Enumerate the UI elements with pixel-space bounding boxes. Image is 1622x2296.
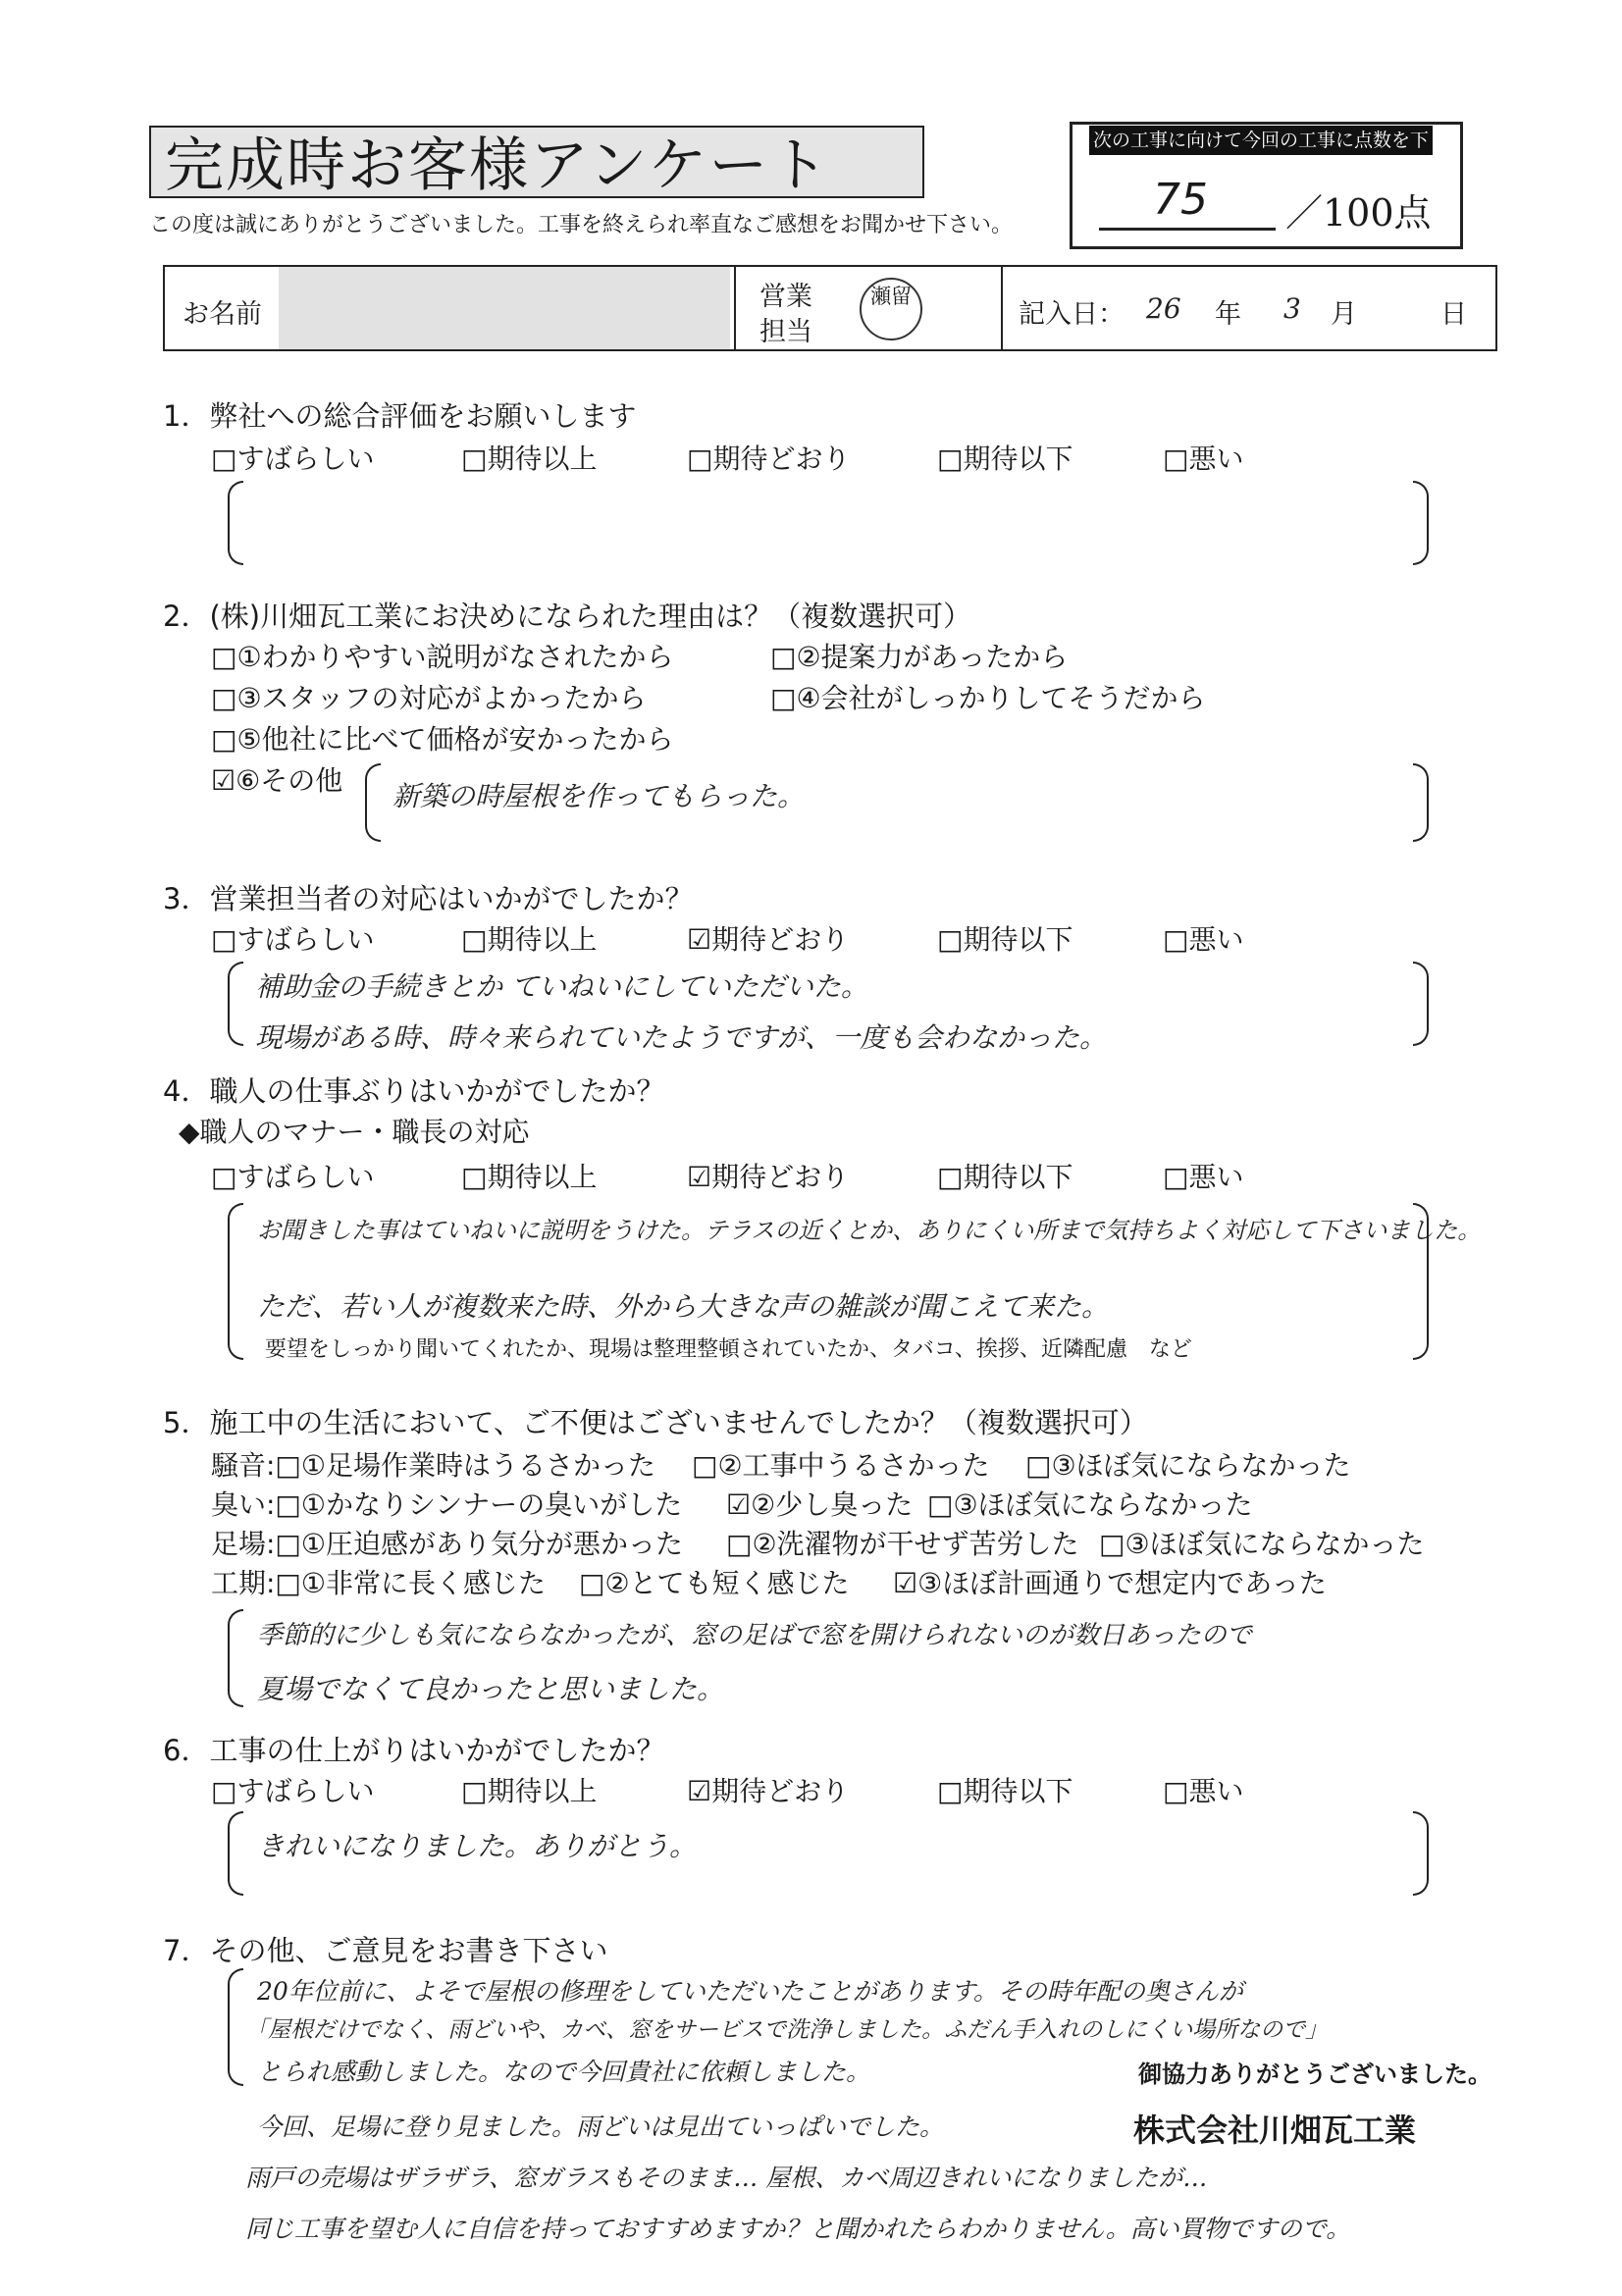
q5-option[interactable]: □②工事中うるさかった bbox=[692, 1449, 990, 1482]
page-title: 完成時お客様アンケート bbox=[149, 126, 924, 198]
q7-comment: 20年位前に、よそで屋根の修理をしていただいたことがあります。その時年配の奥さんが bbox=[257, 1977, 1243, 2006]
date-month-value: 3 bbox=[1283, 292, 1301, 325]
date-year-value: 26 bbox=[1146, 292, 1181, 325]
comment-bracket-left bbox=[228, 962, 243, 1046]
q7-comment: 「屋根だけでなく、雨どいや、カベ、窓をサービスで洗浄しました。ふだん手入れのしにくい場所なので」 bbox=[245, 2017, 1329, 2043]
q4-option[interactable]: ☑期待どおり bbox=[687, 1161, 850, 1193]
q4-comment: ただ、若い人が複数来た時、外から大きな声の雑談が聞こえて来た。 bbox=[257, 1290, 1110, 1323]
q5-option[interactable]: 騒音:□①足場作業時はうるさかった bbox=[211, 1449, 655, 1482]
q3-comment: 現場がある時、時々来られていたようですが、一度も会わなかった。 bbox=[255, 1021, 1108, 1054]
q5-option[interactable]: □③ほぼ気にならなかった bbox=[1025, 1449, 1351, 1482]
q7-comment: 雨戸の売場はザラザラ、窓ガラスもそのまま… 屋根、カベ周辺きれいになりましたが… bbox=[245, 2164, 1208, 2192]
q5-option[interactable]: ☑③ほぼ計画通りで想定内であった bbox=[893, 1567, 1327, 1599]
q5-option[interactable]: □②洗濯物が干せず苦労した bbox=[726, 1528, 1079, 1560]
q4-option[interactable]: □すばらしい bbox=[211, 1161, 375, 1193]
q5-option[interactable]: □③ほぼ気にならなかった bbox=[927, 1488, 1253, 1521]
q6-option[interactable]: □悪い bbox=[1163, 1775, 1244, 1807]
q1-option[interactable]: □期待以下 bbox=[937, 443, 1073, 475]
q3-option[interactable]: ☑期待どおり bbox=[687, 923, 850, 956]
q3-option[interactable]: □すばらしい bbox=[211, 923, 375, 956]
q6-option[interactable]: □期待以下 bbox=[937, 1775, 1073, 1807]
q1-option[interactable]: □期待以上 bbox=[461, 443, 598, 475]
comment-bracket-right bbox=[1413, 1811, 1429, 1896]
q5-comment: 夏場でなくて良かったと思いました。 bbox=[257, 1673, 725, 1705]
comment-bracket-left bbox=[365, 763, 381, 842]
q7-label: 7．その他、ご意見をお書き下さい bbox=[163, 1934, 608, 1967]
q5-option[interactable]: 臭い:□①かなりシンナーの臭いがした bbox=[211, 1488, 683, 1521]
q2-option[interactable]: □③スタッフの対応がよかったから bbox=[211, 682, 647, 714]
comment-bracket-right bbox=[1413, 481, 1429, 565]
comment-bracket-right bbox=[1413, 962, 1429, 1046]
q2-option[interactable]: □①わかりやすい説明がなされたから bbox=[211, 641, 674, 673]
comment-bracket-left bbox=[228, 1811, 243, 1896]
redacted-name bbox=[279, 267, 730, 349]
q2-option[interactable]: ☑⑥その他 bbox=[211, 764, 343, 797]
name-label: お名前 bbox=[183, 299, 262, 330]
sales-label-2: 担当 bbox=[759, 317, 812, 347]
month-label: 月 bbox=[1331, 299, 1357, 330]
q6-label: 6．工事の仕上がりはいかがでしたか？ bbox=[163, 1734, 665, 1767]
q2-comment: 新築の時屋根を作ってもらった。 bbox=[392, 780, 806, 812]
q4-hint: 要望をしっかり聞いてくれたか、現場は整理整頓されていたか、タバコ、挨拶、近隣配慮 など bbox=[265, 1337, 1192, 1362]
score-header: 次の工事に向けて今回の工事に点数を下さい！ bbox=[1089, 126, 1433, 155]
q1-option[interactable]: □悪い bbox=[1163, 443, 1244, 475]
q4-option[interactable]: □期待以上 bbox=[461, 1161, 598, 1193]
divider bbox=[734, 267, 736, 349]
lead-text: この度は誠にありがとうございました。工事を終えられ率直なご感想をお聞かせ下さい。 bbox=[149, 213, 1014, 237]
q7-comment: 同じ工事を望む人に自信を持っておすすめますか？と聞かれたらわかりません。高い買物ですので。 bbox=[245, 2215, 1351, 2243]
sales-label: 営業 bbox=[759, 282, 812, 312]
q5-option[interactable]: ☑②少し臭った bbox=[726, 1488, 914, 1521]
thanks-text: 御協力ありがとうございました。 bbox=[1138, 2061, 1491, 2088]
q1-option[interactable]: □期待どおり bbox=[687, 443, 851, 475]
q1-label: 1．弊社への総合評価をお願いします bbox=[163, 399, 637, 433]
q3-label: 3．営業担当者の対応はいかがでしたか？ bbox=[163, 882, 694, 915]
q5-label: 5．施工中の生活において、ご不便はございませんでしたか？（複数選択可） bbox=[163, 1406, 1148, 1439]
q5-option[interactable]: 工期:□①非常に長く感じた bbox=[211, 1567, 546, 1599]
q4-option[interactable]: □期待以下 bbox=[937, 1161, 1073, 1193]
divider bbox=[1001, 267, 1003, 349]
q2-option[interactable]: □④会社がしっかりしてそうだから bbox=[770, 682, 1206, 714]
score-suffix: ／100点 bbox=[1285, 191, 1432, 235]
score-underline bbox=[1099, 228, 1276, 231]
q5-option[interactable]: □③ほぼ気にならなかった bbox=[1099, 1528, 1425, 1560]
q3-option[interactable]: □期待以下 bbox=[937, 923, 1073, 956]
q5-option[interactable]: □②とても短く感じた bbox=[579, 1567, 850, 1599]
comment-bracket-left bbox=[228, 1968, 243, 2086]
q6-comment: きれいになりました。ありがとう。 bbox=[257, 1830, 698, 1862]
day-label: 日 bbox=[1440, 299, 1467, 330]
q5-option[interactable]: 足場:□①圧迫感があり気分が悪かった bbox=[211, 1528, 683, 1560]
comment-bracket-left bbox=[228, 1609, 243, 1707]
comment-bracket-left bbox=[228, 1203, 243, 1360]
q4-sublabel: ◆職人のマナー・職長の対応 bbox=[179, 1116, 530, 1148]
company-name: 株式会社川畑瓦工業 bbox=[1133, 2112, 1417, 2149]
q3-comment: 補助金の手続きとか ていねいにしていただいた。 bbox=[255, 970, 868, 1003]
year-label: 年 bbox=[1215, 299, 1241, 330]
q4-option[interactable]: □悪い bbox=[1163, 1161, 1244, 1193]
score-value: 75 bbox=[1153, 175, 1208, 225]
q1-option[interactable]: □すばらしい bbox=[211, 443, 375, 475]
q5-comment: 季節的に少しも気にならなかったが、窓の足ばで窓を開けられないのが数日あったので bbox=[257, 1621, 1252, 1650]
sales-stamp: 瀬留 bbox=[860, 278, 922, 340]
q7-comment: とられ感動しました。なので今回貴社に依頼しました。 bbox=[257, 2058, 871, 2086]
q2-option[interactable]: □⑤他社に比べて価格が安かったから bbox=[211, 723, 674, 756]
q3-option[interactable]: □期待以上 bbox=[461, 923, 598, 956]
q7-comment: 今回、足場に登り見ました。雨どいは見出ていっぱいでした。 bbox=[257, 2113, 945, 2141]
q2-option[interactable]: □②提案力があったから bbox=[770, 641, 1069, 673]
comment-bracket-right bbox=[1413, 763, 1429, 842]
comment-bracket-left bbox=[228, 481, 243, 565]
q6-option[interactable]: □すばらしい bbox=[211, 1775, 375, 1807]
date-label: 記入日： bbox=[1019, 299, 1125, 330]
q2-label: 2．(株)川畑瓦工業にお決めになられた理由は？（複数選択可） bbox=[163, 600, 972, 633]
q4-label: 4．職人の仕事ぶりはいかがでしたか？ bbox=[163, 1074, 665, 1108]
q6-option[interactable]: □期待以上 bbox=[461, 1775, 598, 1807]
q4-comment: お聞きした事はていねいに説明をうけた。テラスの近くとか、ありにくい所まで気持ちよく対応して下さいました。 bbox=[257, 1217, 1482, 1244]
q6-option[interactable]: ☑期待どおり bbox=[687, 1775, 850, 1807]
q3-option[interactable]: □悪い bbox=[1163, 923, 1244, 956]
